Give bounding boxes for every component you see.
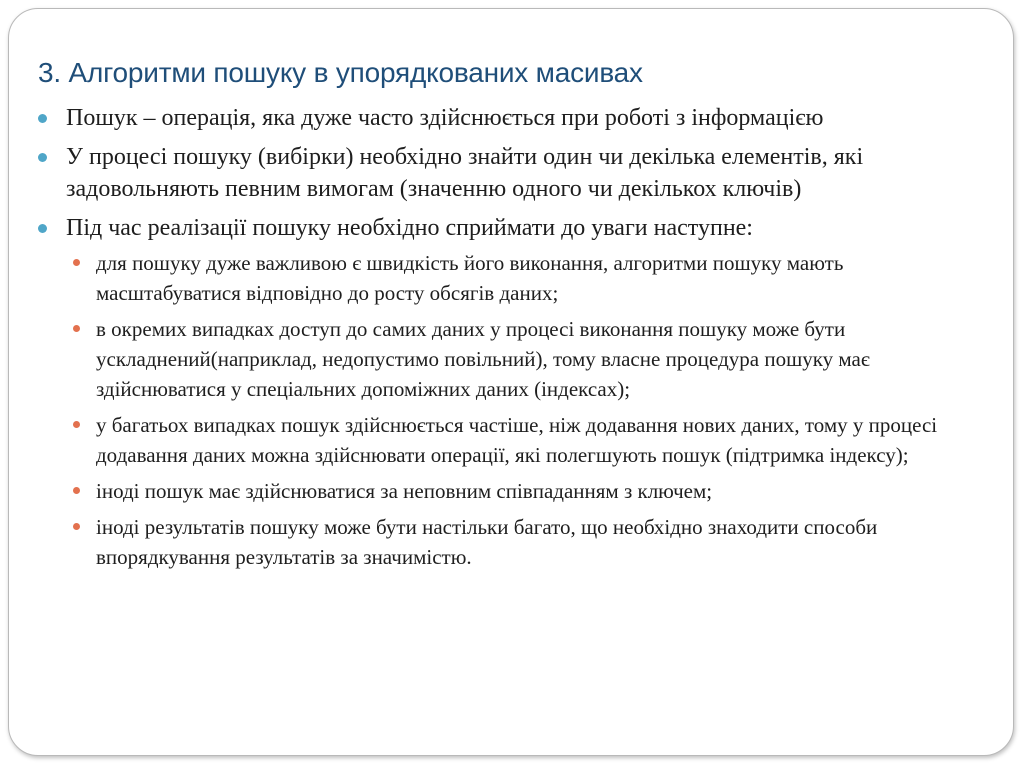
sub-bullet-item (66, 248, 988, 308)
slide-title: 3. Алгоритми пошуку в упорядкованих масивах (38, 57, 643, 88)
bullet-text: У процесі пошуку (вибірки) необхідно знайти один чи декілька елементів, які задовольняють певним вимогам (значенню одного чи декількох ключів) (66, 144, 864, 202)
sub-bullet-text: іноді результатів пошуку може бути настільки багато, що необхідно знаходити способи впорядкування результатів за значимістю. (96, 515, 878, 569)
sub-bullet-dot-icon (73, 325, 80, 332)
bullet-item (38, 212, 988, 572)
slide-content (38, 102, 988, 579)
bullet-text: Пошук – операція, яка дуже часто здійснюється при роботі з інформацією (66, 105, 824, 131)
sub-bullet-text: у багатьох випадках пошук здійснюється частіше, ніж додавання нових даних, тому у процесі додавання даних можна здійснювати операції, які полегшують пошук (підтримка індексу); (96, 413, 938, 467)
bullet-item (38, 141, 988, 205)
bullet-dot-icon (38, 224, 47, 233)
sub-bullet-item (66, 410, 988, 470)
sub-bullet-dot-icon (73, 523, 80, 530)
sub-bullet-item (66, 512, 988, 572)
bullet-dot-icon (38, 114, 47, 123)
sub-bullet-dot-icon (73, 259, 80, 266)
sub-bullet-text: в окремих випадках доступ до самих даних у процесі виконання пошуку може бути ускладнений(наприклад, недопустимо повільний), тому власне процедура пошуку має здійснюватися у спеціальних допоміжних даних (індексах); (96, 317, 870, 401)
sub-bullet-item (66, 314, 988, 404)
sub-bullet-item (66, 476, 988, 506)
bullet-list (38, 102, 988, 572)
sub-bullet-dot-icon (73, 487, 80, 494)
sub-bullet-text: іноді пошук має здійснюватися за неповним співпаданням з ключем; (96, 479, 713, 503)
bullet-item (38, 102, 988, 134)
sub-bullet-dot-icon (73, 421, 80, 428)
bullet-dot-icon (38, 153, 47, 162)
sub-bullet-text: для пошуку дуже важливою є швидкість його виконання, алгоритми пошуку мають масштабуватися відповідно до росту обсягів даних; (96, 251, 844, 305)
sub-bullet-list (66, 248, 988, 572)
bullet-text: Під час реалізації пошуку необхідно сприймати до уваги наступне: (66, 215, 753, 241)
